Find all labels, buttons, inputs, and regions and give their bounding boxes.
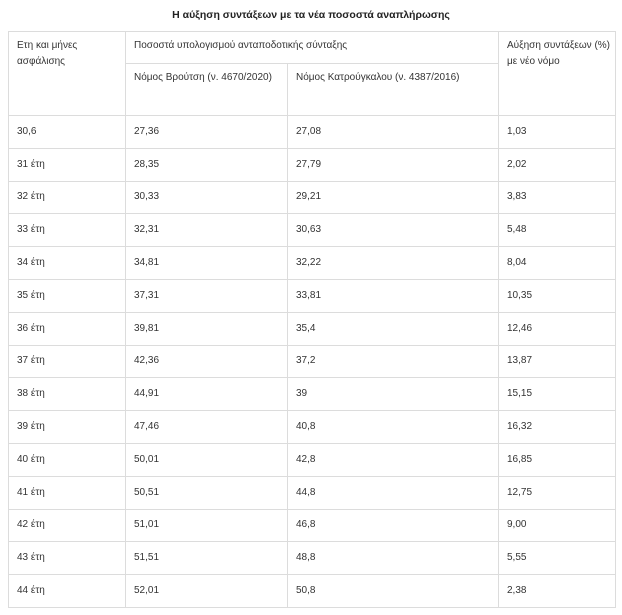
cell-katrougalou: 50,8 [288,575,499,608]
cell-katrougalou: 48,8 [288,542,499,575]
cell-vroutsi: 50,01 [126,443,288,476]
header-katrougalou: Νόμος Κατρούγκαλου (ν. 4387/2016) [288,64,499,116]
cell-increase: 1,03 [499,116,616,149]
cell-increase: 12,75 [499,476,616,509]
cell-increase: 15,15 [499,378,616,411]
cell-katrougalou: 27,08 [288,116,499,149]
table-title: Η αύξηση συντάξεων με τα νέα ποσοστά αναπλήρωσης [172,9,450,21]
table-row [9,575,616,608]
cell-katrougalou: 32,22 [288,247,499,280]
cell-increase: 10,35 [499,279,616,312]
cell-increase: 8,04 [499,247,616,280]
cell-years: 38 έτη [9,378,126,411]
header-vroutsi: Νόμος Βρούτση (ν. 4670/2020) [126,64,288,116]
header-rate-group: Ποσοστά υπολογισμού ανταποδοτικής σύνταξης [126,32,499,64]
cell-vroutsi: 50,51 [126,476,288,509]
table-header [9,32,616,116]
cell-katrougalou: 37,2 [288,345,499,378]
cell-vroutsi: 34,81 [126,247,288,280]
table-row [9,345,616,378]
cell-vroutsi: 37,31 [126,279,288,312]
cell-years: 32 έτη [9,181,126,214]
cell-increase: 16,32 [499,411,616,444]
cell-years: 40 έτη [9,443,126,476]
table-row [9,443,616,476]
cell-katrougalou: 44,8 [288,476,499,509]
cell-katrougalou: 33,81 [288,279,499,312]
header-years: Ετη και μήνες ασφάλισης [9,32,126,116]
cell-katrougalou: 39 [288,378,499,411]
cell-years: 39 έτη [9,411,126,444]
cell-vroutsi: 42,36 [126,345,288,378]
cell-katrougalou: 29,21 [288,181,499,214]
cell-years: 42 έτη [9,509,126,542]
header-increase: Αύξηση συντάξεων (%) με νέο νόμο [499,32,616,116]
cell-increase: 2,02 [499,148,616,181]
cell-years: 37 έτη [9,345,126,378]
cell-years: 41 έτη [9,476,126,509]
pension-table [8,31,616,608]
cell-katrougalou: 42,8 [288,443,499,476]
cell-increase: 5,55 [499,542,616,575]
cell-increase: 3,83 [499,181,616,214]
cell-katrougalou: 27,79 [288,148,499,181]
cell-years: 34 έτη [9,247,126,280]
cell-vroutsi: 27,36 [126,116,288,149]
cell-increase: 13,87 [499,345,616,378]
table-row [9,181,616,214]
cell-katrougalou: 35,4 [288,312,499,345]
cell-vroutsi: 44,91 [126,378,288,411]
cell-years: 31 έτη [9,148,126,181]
cell-katrougalou: 46,8 [288,509,499,542]
cell-increase: 9,00 [499,509,616,542]
cell-vroutsi: 32,31 [126,214,288,247]
cell-vroutsi: 39,81 [126,312,288,345]
table-row [9,378,616,411]
cell-years: 36 έτη [9,312,126,345]
table-row [9,214,616,247]
cell-increase: 5,48 [499,214,616,247]
table-row [9,476,616,509]
cell-increase: 12,46 [499,312,616,345]
cell-years: 35 έτη [9,279,126,312]
cell-increase: 2,38 [499,575,616,608]
table-row [9,279,616,312]
cell-years: 30,6 [9,116,126,149]
cell-katrougalou: 30,63 [288,214,499,247]
cell-vroutsi: 30,33 [126,181,288,214]
cell-vroutsi: 52,01 [126,575,288,608]
table-row [9,148,616,181]
table-row [9,509,616,542]
table-row [9,116,616,149]
table-row [9,247,616,280]
table-body [9,116,616,608]
cell-years: 43 έτη [9,542,126,575]
cell-increase: 16,85 [499,443,616,476]
cell-vroutsi: 28,35 [126,148,288,181]
cell-years: 33 έτη [9,214,126,247]
cell-vroutsi: 51,01 [126,509,288,542]
table-row [9,542,616,575]
cell-years: 44 έτη [9,575,126,608]
cell-vroutsi: 47,46 [126,411,288,444]
cell-vroutsi: 51,51 [126,542,288,575]
table-row [9,411,616,444]
cell-katrougalou: 40,8 [288,411,499,444]
table-row [9,312,616,345]
